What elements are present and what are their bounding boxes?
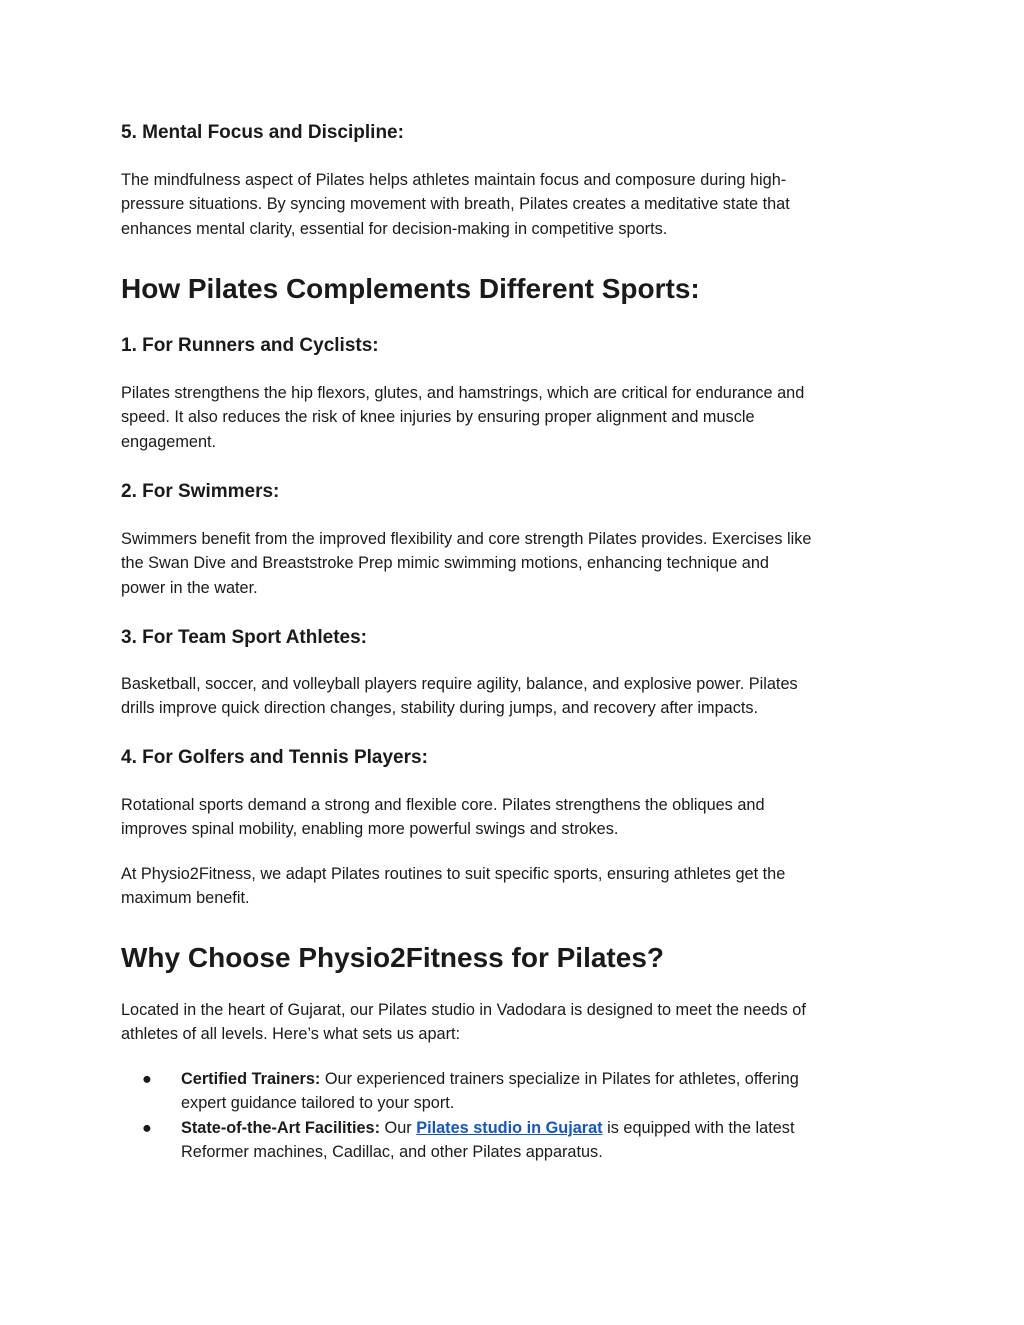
paragraph-line: athletes of all levels. Here’s what sets us apart: [121, 1025, 461, 1044]
subsection-heading: 4. For Golfers and Tennis Players: [121, 747, 428, 768]
paragraph-line: engagement. [121, 432, 217, 451]
subsection-heading: 3. For Team Sport Athletes: [121, 627, 367, 648]
list-item-line: expert guidance tailored to your sport. [181, 1094, 455, 1113]
paragraph-line: At Physio2Fitness, we adapt Pilates routines to suit specific sports, ensuring athletes get the [121, 865, 786, 883]
paragraph-line: improves spinal mobility, enabling more powerful swings and strokes. [121, 820, 619, 839]
paragraph-line: Basketball, soccer, and volleyball players require agility, balance, and explosive power. Pilates [121, 675, 798, 693]
paragraph [121, 862, 921, 911]
paragraph-line: power in the water. [121, 578, 258, 597]
list-item-line [181, 1067, 921, 1091]
features-list [121, 1067, 921, 1164]
list-item-line: Reformer machines, Cadillac, and other Pilates apparatus. [181, 1142, 603, 1161]
paragraph-line: Rotational sports demand a strong and flexible core. Pilates strengthens the obliques and [121, 796, 765, 814]
paragraph [121, 168, 921, 241]
paragraph-line: maximum benefit. [121, 889, 250, 908]
list-item-text: is equipped with the latest [602, 1118, 795, 1137]
paragraph-line: Pilates strengthens the hip flexors, glutes, and hamstrings, which are critical for endurance and [121, 384, 805, 402]
paragraph-line: speed. It also reduces the risk of knee injuries by ensuring proper alignment and muscle [121, 408, 755, 427]
paragraph [121, 672, 921, 721]
paragraph-line: pressure situations. By syncing movement with breath, Pilates creates a meditative state that [121, 195, 790, 214]
subsection-heading: 2. For Swimmers: [121, 481, 280, 502]
section-title: Why Choose Physio2Fitness for Pilates? [121, 942, 665, 973]
section-heading: 5. Mental Focus and Discipline: [121, 122, 404, 143]
paragraph-line: The mindfulness aspect of Pilates helps athletes maintain focus and composure during high- [121, 171, 787, 189]
paragraph-line: Swimmers benefit from the improved flexibility and core strength Pilates provides. Exercises like [121, 530, 812, 548]
section-title: How Pilates Complements Different Sports: [121, 273, 700, 304]
paragraph-line: Located in the heart of Gujarat, our Pilates studio in Vadodara is designed to meet the needs of [121, 1001, 806, 1019]
paragraph-line: the Swan Dive and Breaststroke Prep mimic swimming motions, enhancing technique and [121, 554, 769, 573]
paragraph-line: drills improve quick direction changes, stability during jumps, and recovery after impacts. [121, 699, 759, 718]
bullet-icon: ● [142, 1070, 152, 1088]
subsection-heading: 1. For Runners and Cyclists: [121, 335, 379, 356]
paragraph [121, 527, 921, 600]
pilates-studio-link[interactable]: Pilates studio in Gujarat [416, 1118, 603, 1137]
list-item-text: Our [380, 1118, 417, 1137]
paragraph-line: enhances mental clarity, essential for decision-making in competitive sports. [121, 219, 668, 238]
paragraph [121, 381, 921, 454]
paragraph [121, 793, 921, 842]
list-item-label: Certified Trainers: [181, 1070, 321, 1088]
list-item [121, 1116, 921, 1165]
list-item [121, 1067, 921, 1116]
list-item-text: Our experienced trainers specialize in Pilates for athletes, offering [320, 1070, 799, 1088]
list-item-label: State-of-the-Art Facilities: [181, 1118, 381, 1137]
bullet-icon: ● [142, 1118, 152, 1137]
list-item-line [181, 1116, 921, 1140]
paragraph [121, 998, 921, 1047]
